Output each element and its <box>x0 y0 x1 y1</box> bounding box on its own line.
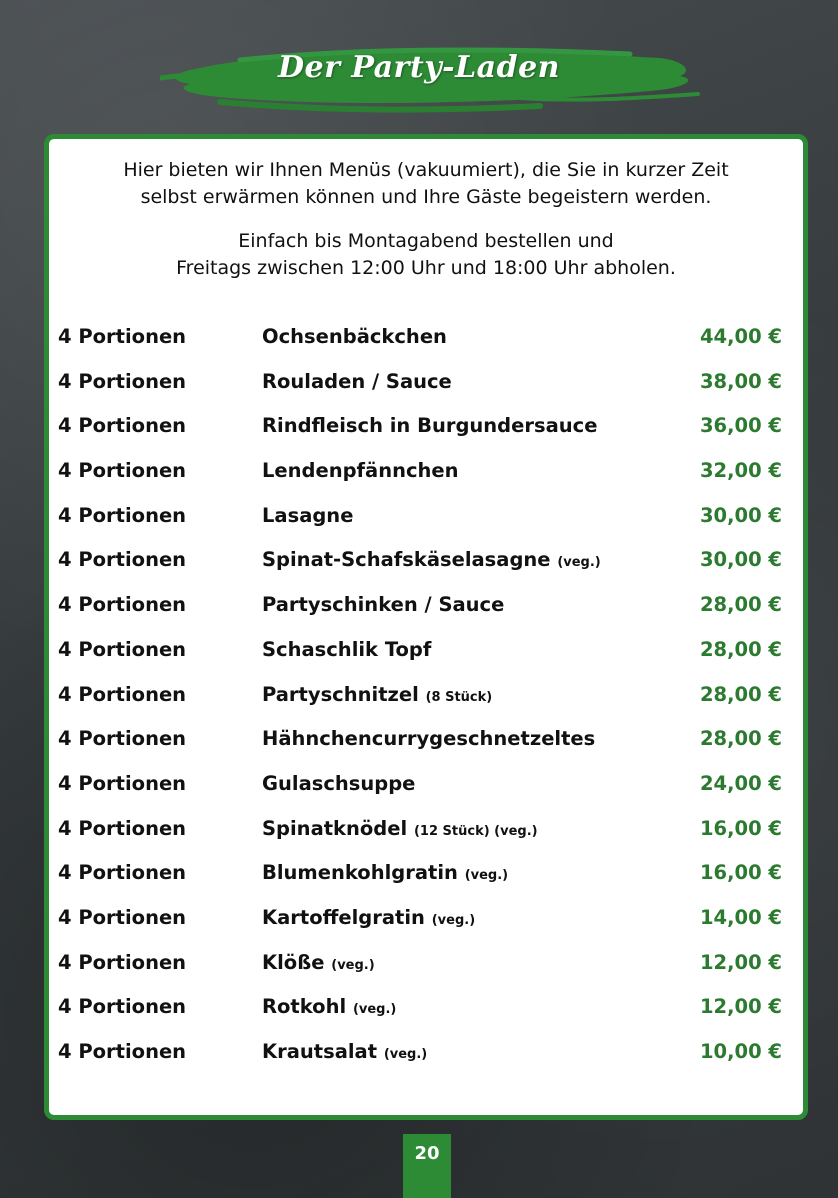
portion-label: 4 Portionen <box>58 950 187 974</box>
portion-label: 4 Portionen <box>58 503 187 527</box>
dish-name-wrap <box>262 951 375 974</box>
dish-name-wrap <box>262 861 508 884</box>
pickup-info <box>49 228 803 282</box>
menu-item <box>49 719 803 764</box>
dish-note: (veg.) <box>464 868 509 884</box>
dish-name: Spinatknödel <box>262 816 408 840</box>
portion-label: 4 Portionen <box>58 771 187 795</box>
dish-name: Partyschnitzel <box>262 682 419 706</box>
menu-card <box>44 134 808 1120</box>
dish-name: Lendenpfännchen <box>262 459 459 483</box>
dish-name-wrap <box>262 817 538 840</box>
price: 28,00 € <box>699 727 782 751</box>
price: 14,00 € <box>699 905 782 929</box>
portion-label: 4 Portionen <box>58 637 187 661</box>
price: 12,00 € <box>699 950 782 974</box>
portion-label: 4 Portionen <box>58 414 187 438</box>
dish-name: Spinat-Schafskäselasagne <box>262 548 551 572</box>
menu-item <box>49 406 803 451</box>
menu-item <box>49 898 803 943</box>
dish-note: (veg.) <box>431 912 476 928</box>
dish-name: Klöße <box>262 950 325 974</box>
menu-item <box>49 585 803 630</box>
menu-item <box>49 764 803 809</box>
price: 38,00 € <box>699 369 782 393</box>
dish-name: Gulaschsuppe <box>262 771 416 795</box>
dish-note: (12 Stück) (veg.) <box>413 823 538 839</box>
dish-name: Ochsenbäckchen <box>262 325 447 348</box>
intro-line: Einfach bis Montagabend bestellen und <box>238 230 614 252</box>
dish-name: Lasagne <box>262 503 354 527</box>
dish-name: Hähnchencurrygeschnetzeltes <box>262 727 596 751</box>
dish-name-wrap <box>262 906 475 929</box>
price: 36,00 € <box>699 414 782 438</box>
dish-note: (veg.) <box>331 957 375 973</box>
dish-name: Krautsalat <box>262 1040 378 1063</box>
price: 30,00 € <box>699 548 782 572</box>
price: 24,00 € <box>699 771 782 795</box>
dish-note: (veg.) <box>352 1002 397 1018</box>
dish-name-wrap <box>262 370 452 393</box>
dish-name: Kartoffelgratin <box>262 905 425 929</box>
intro-line: Freitags zwischen 12:00 Uhr und 18:00 Uhr abholen. <box>176 257 676 279</box>
menu-item <box>49 809 803 854</box>
menu-item <box>49 853 803 898</box>
portion-label: 4 Portionen <box>58 548 187 572</box>
menu-item <box>49 540 803 585</box>
portion-label: 4 Portionen <box>58 325 187 348</box>
dish-name-wrap <box>262 593 504 616</box>
dish-name-wrap <box>262 995 396 1018</box>
dish-name-wrap <box>262 504 353 527</box>
dish-note: (8 Stück) <box>425 689 493 705</box>
menu-item <box>49 362 803 407</box>
portion-label: 4 Portionen <box>58 459 187 483</box>
portion-label: 4 Portionen <box>58 816 187 840</box>
dish-name-wrap <box>262 459 459 482</box>
price: 44,00 € <box>699 325 782 348</box>
intro-text <box>49 157 803 211</box>
intro-line: selbst erwärmen können und Ihre Gäste begeistern werden. <box>140 186 712 208</box>
menu-list <box>49 317 803 1077</box>
portion-label: 4 Portionen <box>58 682 187 706</box>
portion-label: 4 Portionen <box>58 727 187 751</box>
menu-item <box>49 630 803 675</box>
dish-name-wrap <box>262 1040 427 1063</box>
menu-item <box>49 675 803 720</box>
portion-label: 4 Portionen <box>58 369 187 393</box>
menu-item <box>49 451 803 496</box>
menu-item <box>49 1032 803 1077</box>
dish-name: Schaschlik Topf <box>262 637 432 661</box>
dish-name: Rouladen / Sauce <box>262 369 452 393</box>
dish-name-wrap <box>262 325 447 348</box>
page-number: 20 <box>403 1134 451 1198</box>
price: 10,00 € <box>699 1040 782 1063</box>
intro-line: Hier bieten wir Ihnen Menüs (vakuumiert), die Sie in kurzer Zeit <box>123 159 729 181</box>
dish-name-wrap <box>262 638 431 661</box>
portion-label: 4 Portionen <box>58 593 187 617</box>
price: 30,00 € <box>699 503 782 527</box>
dish-name-wrap <box>262 772 415 795</box>
dish-name-wrap <box>262 548 601 571</box>
price: 12,00 € <box>699 995 782 1019</box>
price: 32,00 € <box>699 459 782 483</box>
dish-name: Rindfleisch in Burgundersauce <box>262 414 598 438</box>
price: 28,00 € <box>699 637 782 661</box>
dish-name-wrap <box>262 683 492 706</box>
dish-name-wrap <box>262 414 597 437</box>
portion-label: 4 Portionen <box>58 1040 187 1063</box>
portion-label: 4 Portionen <box>58 995 187 1019</box>
price: 16,00 € <box>699 816 782 840</box>
price: 16,00 € <box>699 861 782 885</box>
dish-name: Rotkohl <box>262 995 347 1019</box>
menu-item <box>49 987 803 1032</box>
price: 28,00 € <box>699 682 782 706</box>
dish-name: Partyschinken / Sauce <box>262 593 505 617</box>
page-title: Der Party-Laden <box>278 50 560 85</box>
portion-label: 4 Portionen <box>58 905 187 929</box>
dish-name-wrap <box>262 727 595 750</box>
dish-note: (veg.) <box>383 1047 428 1062</box>
menu-item <box>49 317 803 362</box>
dish-name: Blumenkohlgratin <box>262 861 458 885</box>
dish-note: (veg.) <box>557 555 601 571</box>
menu-item <box>49 943 803 988</box>
price: 28,00 € <box>699 593 782 617</box>
menu-item <box>49 496 803 541</box>
portion-label: 4 Portionen <box>58 861 187 885</box>
